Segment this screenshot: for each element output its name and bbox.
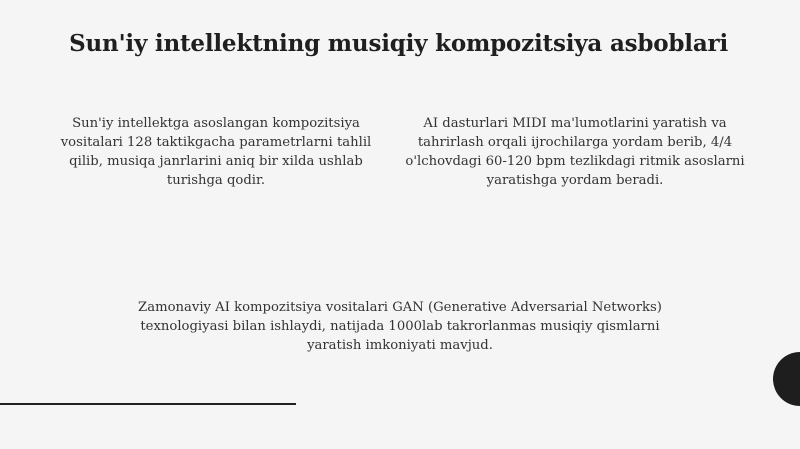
paragraph-right: AI dasturlari MIDI ma'lumotlarini yaratish va tahrirlash orqali ijrochilarga yordam berib, 4/4 o'lchovdagi 60-120 bpm tezlikdagi ritmik asoslarni yaratishga yordam beradi. bbox=[405, 116, 745, 188]
paragraph-bottom: Zamonaviy AI kompozitsiya vositalari GAN (Generative Adversarial Networks) texnologiyasi bilan ishlaydi, natijada 1000lab takrorlanmas musiqiy qismlarni yaratish imkoniyati mavjud. bbox=[138, 300, 662, 353]
decorative-circle bbox=[773, 352, 800, 406]
paragraph-left: Sun'iy intellektga asoslangan kompozitsiya vositalari 128 taktikgacha parametrlarni tahlil qilib, musiqa janrlarini aniq bir xilda ushlab turishga qodir. bbox=[60, 116, 372, 188]
slide-title: Sun'iy intellektning musiqiy kompozitsiya asboblari bbox=[69, 30, 728, 57]
divider-line bbox=[0, 403, 296, 405]
